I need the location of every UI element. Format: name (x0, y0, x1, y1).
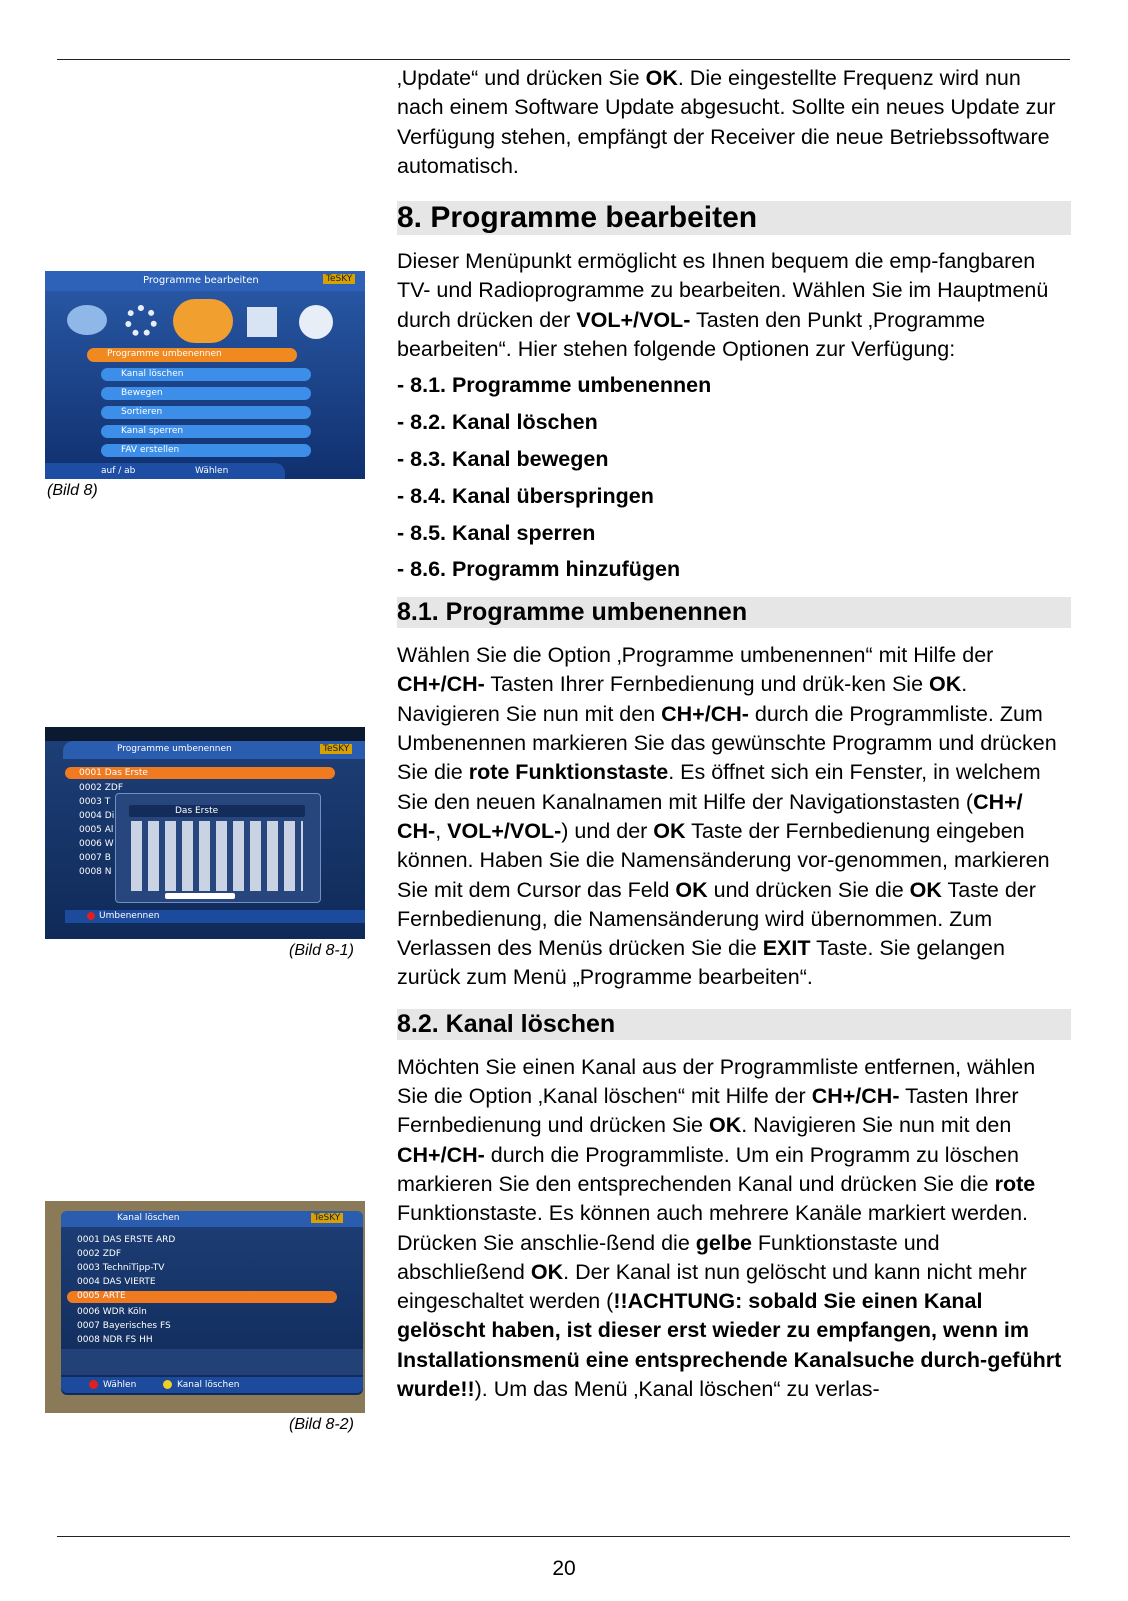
red-key-icon (89, 1380, 98, 1389)
figure-bild-8-1: Programme umbenennen TeSKY 0001 Das Erste 0002 ZDF 0003 T 0004 Di 0005 Al 0006 W 0007 B 0008 N Das Erste Umbenennen (45, 727, 365, 939)
option-item: - 8.4. Kanal überspringen (397, 483, 654, 508)
menu-title: Programme bearbeiten (143, 275, 259, 286)
page-number: 20 (552, 1557, 576, 1580)
red-key-icon (87, 912, 95, 920)
keyboard-grid[interactable] (131, 821, 303, 891)
options-list (397, 367, 1071, 588)
section-8-1-paragraph: Wählen Sie die Option ‚Programme umbenennen“ mit Hilfe der CH+/CH- Tasten Ihrer Fernbedienung und drük-ken Sie OK. Navigieren Sie nun mit den CH+/CH- durch die Programmliste. Zum Umbenennen markieren Sie das gewünschte Programm und drücken Sie die rote Funktionstaste. Es öffnet sich ein Fenster, in welchem Sie den neuen Kanalnamen mit Hilfe der Navigationstasten (CH+/ CH-, VOL+/VOL-) und der OK Taste der Fernbedienung eingeben können. Haben Sie die Namensänderung vor-genommen, markieren Sie mit dem Cursor das Feld OK und drücken Sie die OK Taste der Fernbedienung, die Namensänderung wird übernommen. Zum Verlassen des Menüs drücken Sie die EXIT Taste. Sie gelangen zurück zum Menü „Programme bearbeiten“. (397, 643, 1057, 990)
bottom-rule (57, 1536, 1070, 1537)
section-8-2-heading: 8.2. Kanal löschen (397, 1009, 1071, 1040)
edit-icon (173, 299, 233, 343)
caption-bild-8: (Bild 8) (47, 482, 98, 499)
yellow-key-icon (163, 1380, 172, 1389)
brand-logo: TeSKY (323, 274, 355, 284)
section-8-2-paragraph: Möchten Sie einen Kanal aus der Programmliste entfernen, wählen Sie die Option ‚Kanal löschen“ mit Hilfe der CH+/CH- Tasten Ihrer Fernbedienung und drücken Sie OK. Navigieren Sie nun mit den CH+/CH- durch die Programmliste. Um ein Programm zu löschen markieren Sie den entsprechenden Kanal und drücken Sie die rote Funktionstaste. Es können auch mehrere Kanäle markiert werden. Drücken Sie anschlie-ßend die gelbe Funktionstaste und abschließend OK. Der Kanal ist nun gelöscht und kann nicht mehr eingeschaltet werden (!!ACHTUNG: sobald Sie einen Kanal gelöscht haben, ist dieser erst wieder zu empfangen, wenn im Installationsmenü eine entsprechende Kanalsuche durch-geführt wurde!!). Um das Menü ‚Kanal löschen“ zu verlas- (397, 1054, 1062, 1401)
text-column (397, 64, 1071, 1404)
satellite-icon (67, 305, 107, 335)
section-8-1-heading: 8.1. Programme umbenennen (397, 597, 1071, 628)
option-item: - 8.3. Kanal bewegen (397, 446, 609, 471)
top-rule (57, 59, 1070, 60)
option-item: - 8.5. Kanal sperren (397, 520, 596, 545)
tools-icon (247, 307, 277, 337)
option-item: - 8.6. Programm hinzufügen (397, 557, 681, 582)
figure-bild-8-2: Kanal löschen TeSKY 0001 DAS ERSTE ARD 0002 ZDF 0003 TechniTipp-TV 0004 DAS VIERTE 0005 ARTE 0006 WDR Köln 0007 Bayerisches FS 0008 NDR FS HH Wählen Kanal löschen (45, 1201, 365, 1413)
section-8-paragraph: Dieser Menüpunkt ermöglicht es Ihnen bequem die emp-fangbaren TV- und Radioprogramme zu bearbeiten. Wählen Sie im Hauptmenü durch drücken der VOL+/VOL- Tasten den Punkt ‚Programme bearbeiten“. Hier stehen folgende Optionen zur Verfügung: (397, 249, 1049, 362)
option-item: - 8.2. Kanal löschen (397, 410, 598, 435)
globe-icon (299, 305, 333, 339)
gear-icon (125, 305, 157, 337)
intro-paragraph: ‚Update“ und drücken Sie OK. Die eingestellte Frequenz wird nun nach einem Software Update abgesucht. Sollte ein neues Update zur Verfügung stehen, empfängt der Receiver die neue Betriebssoftware automatisch. (397, 66, 1056, 178)
section-8-heading: 8. Programme bearbeiten (397, 201, 1071, 235)
caption-bild-8-1: (Bild 8-1) (289, 942, 354, 959)
ok-field[interactable] (165, 893, 235, 899)
caption-bild-8-2: (Bild 8-2) (289, 1416, 354, 1433)
figure-bild-8: Programme bearbeiten TeSKY Programme umbenennen Kanal löschen Bewegen Sortieren Kanal sperren FAV erstellen auf / ab Wählen (45, 271, 365, 479)
option-item: - 8.1. Programme umbenennen (397, 373, 712, 398)
